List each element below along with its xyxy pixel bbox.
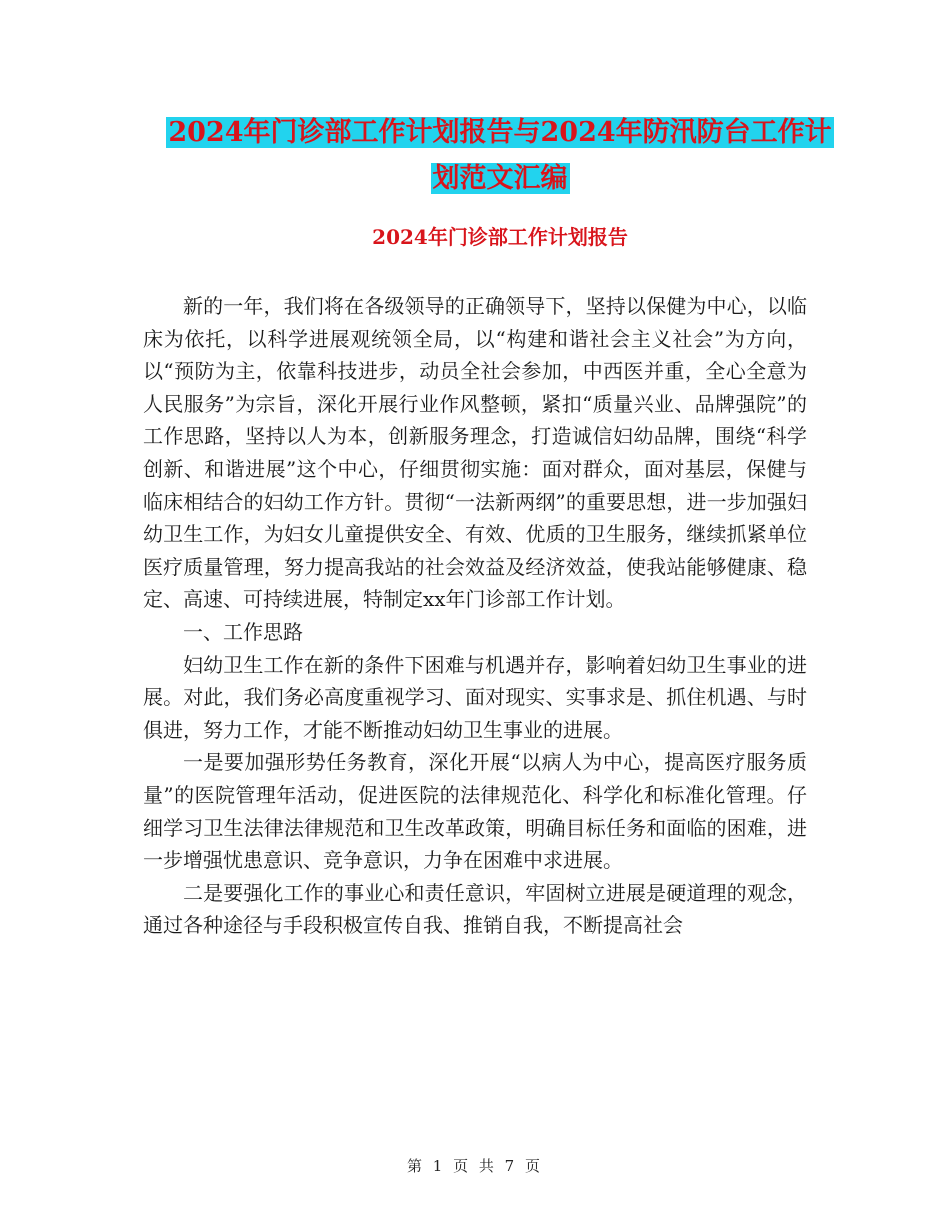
- paragraph: 二是要强化工作的事业心和责任意识，牢固树立进展是硬道理的观念，通过各种途径与手段积极宣传自我、推销自我，不断提高社会: [143, 880, 807, 938]
- paragraph-intro: 新的一年，我们将在各级领导的正确领导下，坚持以保健为中心，以临床为依托，以科学进展观统领全局，以“构建和谐社会主义社会”为方向，以“预防为主，依靠科技进步，动员全社会参加，中西医并重，全心全意为人民服务”为宗旨，深化开展行业作风整顿，紧扣“质量兴业、品牌强院”的工作思路，坚持以人为本，创新服务理念，打造诚信妇幼品牌，围绕“科学创新、和谐进展”这个中心，仔细贯彻实施：面对群众，面对基层，保健与临床相结合的妇幼工作方针。贯彻“一法新两纲”的重要思想，进一步加强妇幼卫生工作，为妇女儿童提供安全、有效、优质的卫生服务，继续抓紧单位医疗质量管理，努力提高我站的社会效益及经济效益，使我站能够健康、稳定、高速、可持续进展，特制定xx年门诊部工作计划。: [143, 294, 807, 612]
- page-footer: 第 1 页 共 7 页: [407, 1157, 543, 1175]
- document-title: [140, 110, 860, 202]
- title-line-2: 划范文汇编: [432, 163, 568, 194]
- section-title: 2024年门诊部工作计划报告: [372, 225, 628, 249]
- paragraph: 一是要加强形势任务教育，深化开展“以病人为中心，提高医疗服务质量”的医院管理年活动，促进医院的法律规范化、科学化和标准化管理。仔细学习卫生法律法律规范和卫生改革政策，明确目标任务和面临的困难，进一步增强忧患意识、竞争意识，力争在困难中求进展。: [143, 750, 807, 873]
- paragraph: 妇幼卫生工作在新的条件下困难与机遇并存，影响着妇幼卫生事业的进展。对此，我们务必高度重视学习、面对现实、实事求是、抓住机遇、与时俱进，努力工作，才能不断推动妇幼卫生事业的进展。: [143, 652, 807, 742]
- paragraph-heading-work-ideas: 一、工作思路: [183, 619, 303, 644]
- title-line-1: 2024年门诊部工作计划报告与2024年防汛防台工作计: [168, 117, 832, 148]
- document-body: [143, 290, 807, 942]
